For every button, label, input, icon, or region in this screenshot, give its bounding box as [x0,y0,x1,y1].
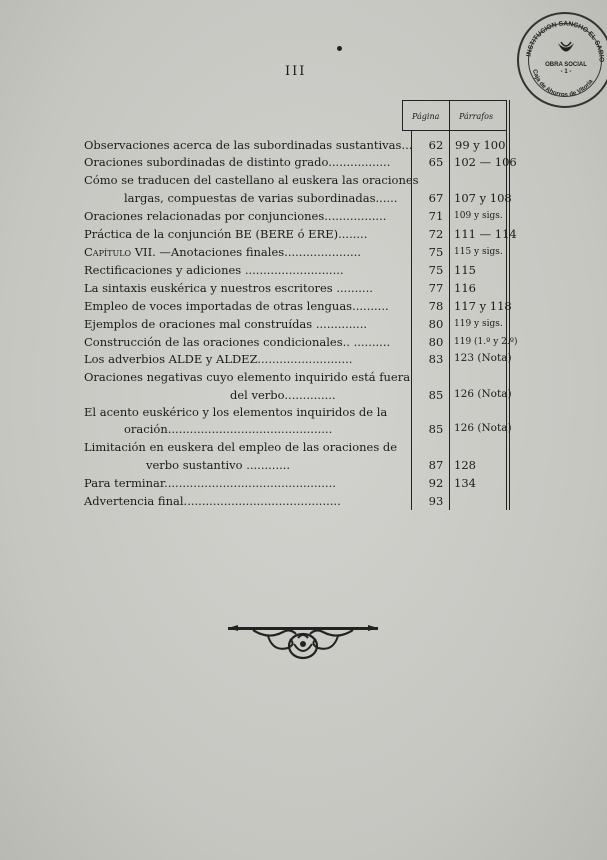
entry-page: 80 [428,335,444,349]
entry-page: 62 [428,138,444,152]
entry-page: 67 [428,191,444,205]
list-item [84,494,514,510]
page-number: III [285,64,307,79]
entry-page: 92 [428,476,444,490]
entry-text: Práctica de la conjunción BE (BERE ó ERE)........ [84,227,368,241]
stamp-ring-text-bottom: Caja de Ahorros de Vitoria [530,68,595,99]
entry-text: Observaciones acerca de las subordinadas sustantivas... [84,138,413,152]
entry-par: 107 y 108 [454,191,512,205]
entry-par: 115 y sigs. [454,247,503,257]
list-item [84,281,514,297]
list-item [84,191,514,207]
entry-text: Ejemplos de oraciones mal construídas .............. [84,317,368,331]
entry-page: 71 [428,209,444,223]
entry-par: 119 y sigs. [454,319,503,329]
stamp-center-line1: OBRA SOCIAL [545,62,587,68]
col-rule-left-head [402,100,403,130]
entry-page: 77 [428,281,444,295]
entry-par: 128 [454,458,476,472]
entry-text: Construcción de las oraciones condicionales.. .......... [84,335,391,349]
entry-par: 134 [454,476,476,490]
entry-page: 87 [428,458,444,472]
entry-par: 117 y 118 [454,299,512,313]
list-item [84,388,514,404]
entry-page: 93 [428,494,444,508]
entry-text: verbo sustantivo ............ [146,458,291,472]
entry-text: oración............................................. [124,422,333,436]
entry-par: 115 [454,263,476,277]
list-item [84,440,514,456]
list-item [84,138,514,154]
entry-page: 85 [428,388,444,402]
list-item [84,299,514,315]
header-bottom-rule [402,130,506,131]
entry-page: 83 [428,352,444,366]
list-item [84,458,514,474]
entry-text: Limitación en euskera del empleo de las oraciones de [84,440,398,454]
entry-par: 123 (Nota) [454,352,512,364]
entry-page: 78 [428,299,444,313]
entry-page: 85 [428,422,444,436]
list-item [84,173,514,189]
list-item [84,405,514,421]
entry-text: Oraciones negativas cuyo elemento inquirido está fuera [84,370,411,384]
header-paragraphs: Párrafos [459,112,494,121]
list-item [84,317,514,333]
entry-par: 102 — 106 [454,155,517,169]
entry-par: 126 (Nota) [454,388,512,400]
list-item [84,227,517,243]
entry-text: La sintaxis euskérica y nuestros escritores .......... [84,281,373,295]
entry-par: 116 [454,281,476,295]
list-item [84,476,514,492]
list-item [84,263,514,279]
list-item [84,245,514,261]
entry-par: 119 (1.º y 2.º) [454,337,518,347]
entry-text-rest: VII. —Anotaciones finales..................... [131,245,361,259]
entry-text: Advertencia final........................................... [84,494,341,508]
entry-text: Rectificaciones y adiciones ........................... [84,263,344,277]
entry-text: Los adverbios ALDE y ALDEZ.......................... [84,352,353,366]
stamp-center-line2: - 1 - [560,69,572,75]
entry-chapter-label: Capítulo [84,245,132,259]
stamp-ring-text: INSTITUCION SANCHO EL SABIO [525,20,605,63]
header-page: Página [412,112,440,121]
ornament-icon [228,622,378,664]
entry-text: Empleo de voces importadas de otras lenguas.......... [84,299,389,313]
entry-par: 111 — 114 [454,227,517,241]
entry-text: largas, compuestas de varias subordinadas...... [124,191,398,205]
entry-page: 75 [428,245,444,259]
list-item [84,335,518,351]
entry-page: 72 [428,227,444,241]
entry-text: Oraciones subordinadas de distinto grado................. [84,155,391,169]
entry-page: 75 [428,263,444,277]
header-top-rule [402,100,506,101]
entry-text [84,245,361,259]
entry-text: Cómo se traducen del castellano al euskera las oraciones [84,173,419,187]
entry-page: 80 [428,317,444,331]
entry-par: 99 y 100 [455,138,506,152]
entry-text: Oraciones relacionadas por conjunciones................. [84,209,387,223]
entry-text: El acento euskérico y los elementos inquiridos de la [84,405,388,419]
list-item [84,352,514,368]
list-item [84,370,514,386]
list-item [84,422,514,438]
list-item [84,209,514,225]
list-item [84,155,517,171]
entry-par: 126 (Nota) [454,422,512,434]
entry-par: 109 y sigs. [454,211,503,221]
entry-page: 65 [428,155,444,169]
entry-text: Para terminar............................................... [84,476,336,490]
entry-text: del verbo.............. [230,388,336,402]
